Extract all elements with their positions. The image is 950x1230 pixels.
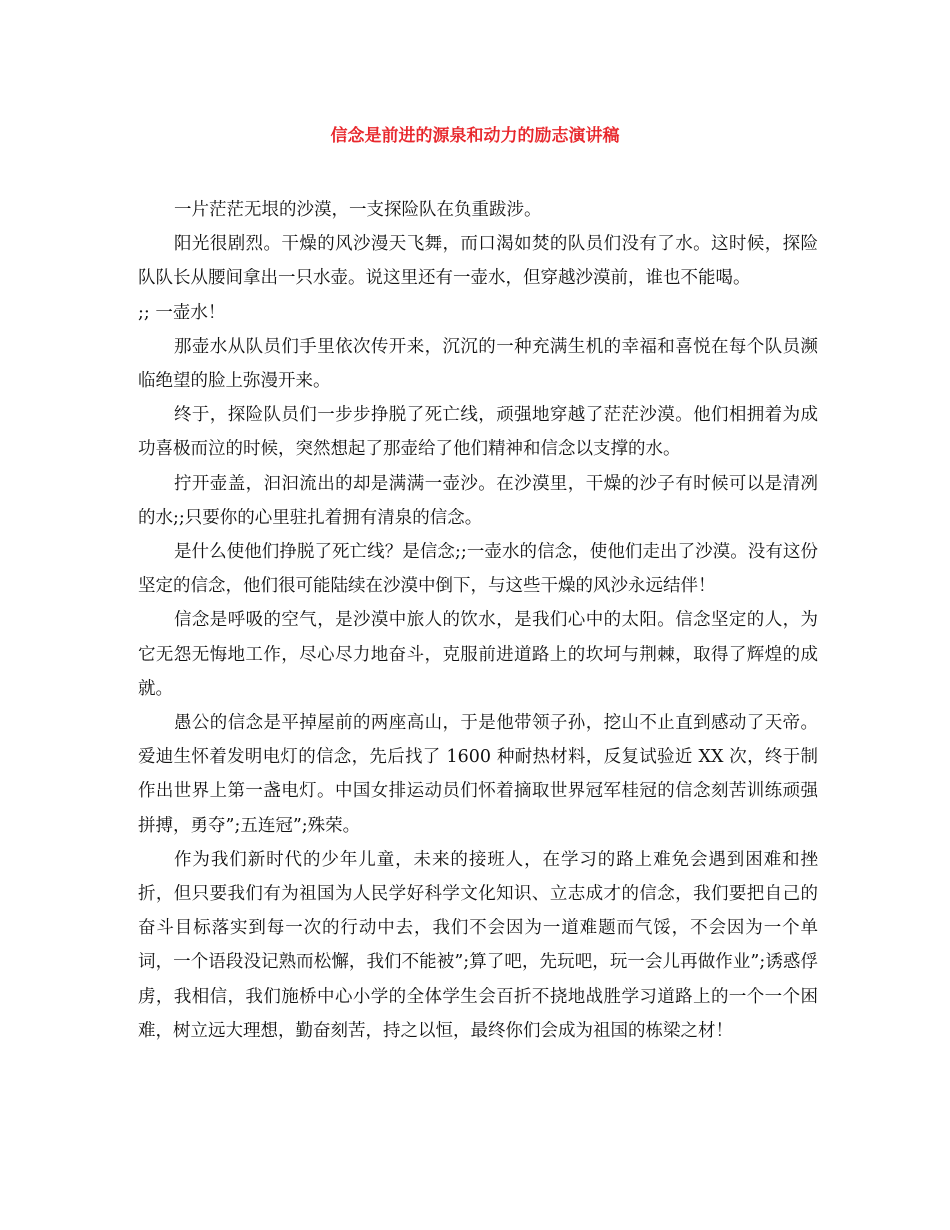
paragraph: 一片茫茫无垠的沙漠，一支探险队在负重跋涉。 [174, 200, 542, 220]
paragraph: 终于，探险队员们一步步挣脱了死亡线，顽强地穿越了茫茫沙漠。他们相拥着为成功喜极而泣的时候，突然想起了那壶给了他们精神和信念以支撑的水。 [138, 405, 818, 460]
paragraph: ;; 一壶水！ [138, 302, 226, 323]
paragraph: 愚公的信念是平掉屋前的两座高山，于是他带领子孙，挖山不止直到感动了天帝。爱迪生怀着发明电灯的信念，先后找了 1600 种耐热材料，反复试验近 XX 次，终于制作出世界上第一盏电灯。中国女排运动员们怀着摘取世界冠军桂冠的信念刻苦训练顽强拼搏，勇夺”;五连冠”;殊荣。 [138, 713, 818, 836]
paragraph: 那壶水从队员们手里依次传开来，沉沉的一种充满生机的幸福和喜悦在每个队员濒临绝望的脸上弥漫开来。 [138, 336, 818, 392]
paragraph: 作为我们新时代的少年儿童，未来的接班人，在学习的路上难免会遇到困难和挫折，但只要我们有为祖国为人民学好科学文化知识、立志成才的信念，我们要把自己的奋斗目标落实到每一次的行动中去，我们不会因为一道难题而气馁，不会因为一个单词，一个语段没记熟而松懈，我们不能被”;算了吧，先玩吧，玩一会儿再做作业”;诱惑俘虏，我相信，我们施桥中心小学的全体学生会百折不挠地战胜学习道路上的一个一个困难，树立远大理想，勤奋刻苦，持之以恒，最终你们会成为祖国的栋梁之材！ [138, 849, 818, 1041]
paragraph: 拧开壶盖，汩汩流出的却是满满一壶沙。在沙漠里，干燥的沙子有时候可以是清冽的水;;只要你的心里驻扎着拥有清泉的信念。 [138, 473, 818, 528]
paragraph: 阳光很剧烈。干燥的风沙漫天飞舞，而口渴如焚的队员们没有了水。这时候，探险队队长从腰间拿出一只水壶。说这里还有一壶水，但穿越沙漠前，谁也不能喝。 [138, 234, 818, 289]
document-body [138, 193, 818, 1048]
document-title: 信念是前进的源泉和动力的励志演讲稿 [330, 126, 620, 146]
paragraph: 是什么使他们挣脱了死亡线？是信念;;一壶水的信念，使他们走出了沙漠。没有这份坚定的信念，他们很可能陆续在沙漠中倒下，与这些干燥的风沙永远结伴！ [138, 542, 818, 597]
paragraph: 信念是呼吸的空气，是沙漠中旅人的饮水，是我们心中的太阳。信念坚定的人，为它无怨无悔地工作，尽心尽力地奋斗，克服前进道路上的坎坷与荆棘，取得了辉煌的成就。 [138, 610, 818, 699]
